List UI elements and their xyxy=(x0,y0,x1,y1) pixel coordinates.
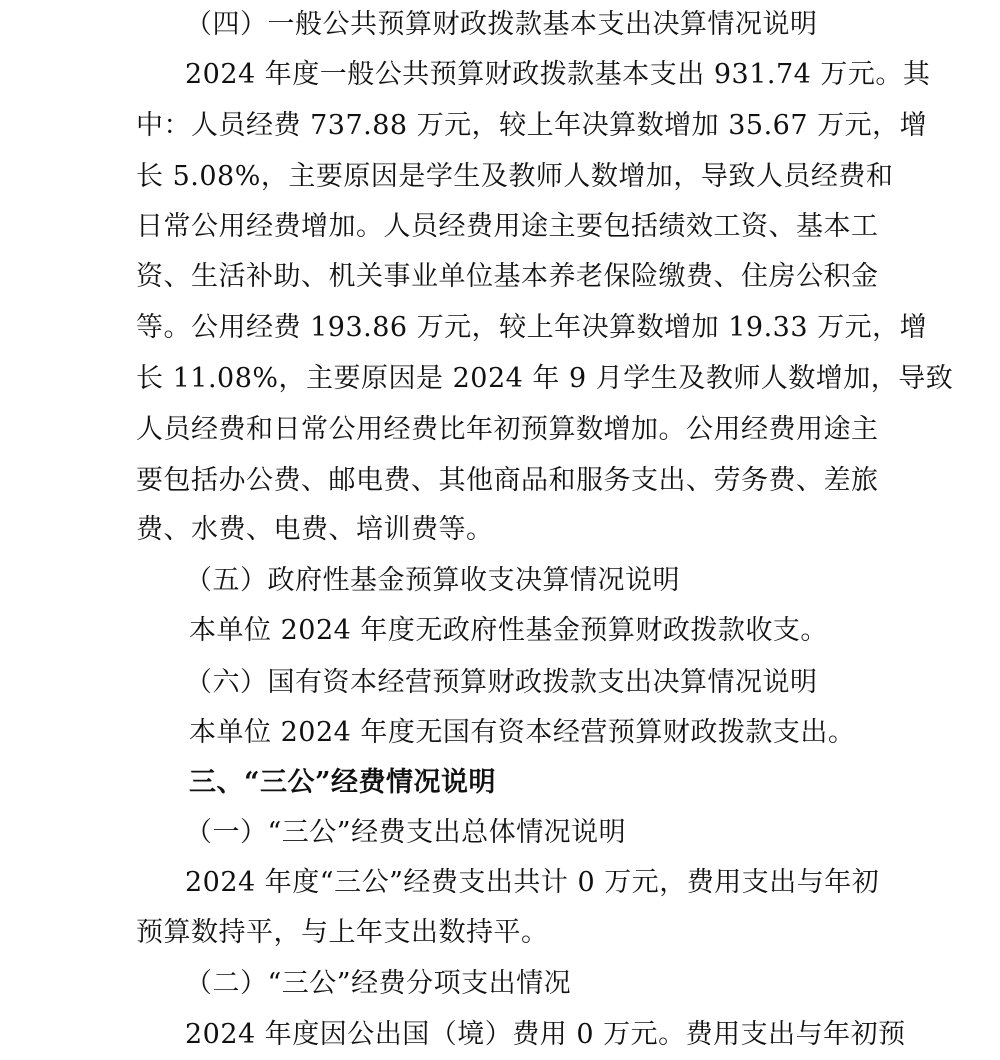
paragraph-line: 2024 年度因公出国（境）费用 0 万元。费用支出与年初预 xyxy=(185,1019,906,1050)
chapter-heading-three: 三、“三公”经费情况说明 xyxy=(189,767,497,798)
paragraph-line: 长 11.08%，主要原因是 2024 年 9 月学生及教师人数增加，导致 xyxy=(136,363,954,394)
section-heading-4: （四）一般公共预算财政拨款基本支出决算情况说明 xyxy=(185,9,818,40)
paragraph-line: 长 5.08%，主要原因是学生及教师人数增加，导致人员经费和 xyxy=(136,161,894,192)
paragraph-line: 等。公用经费 193.86 万元，较上年决算数增加 19.33 万元，增 xyxy=(136,312,928,343)
paragraph-line: 费、水费、电费、培训费等。 xyxy=(136,514,494,545)
paragraph-line: 2024 年度一般公共预算财政拨款基本支出 931.74 万元。其 xyxy=(185,59,931,90)
paragraph-line: 本单位 2024 年度无国有资本经营预算财政拨款支出。 xyxy=(189,717,856,748)
section-heading-6: （六）国有资本经营预算财政拨款支出决算情况说明 xyxy=(185,667,818,698)
paragraph-line: 中：人员经费 737.88 万元，较上年决算数增加 35.67 万元，增 xyxy=(136,110,928,141)
section-heading-2: （二）“三公”经费分项支出情况 xyxy=(185,968,572,999)
paragraph-line: 人员经费和日常公用经费比年初预算数增加。公用经费用途主 xyxy=(136,414,879,445)
section-heading-5: （五）政府性基金预算收支决算情况说明 xyxy=(185,565,680,596)
paragraph-line: 要包括办公费、邮电费、其他商品和服务支出、劳务费、差旅 xyxy=(136,465,879,496)
paragraph-line: 日常公用经费增加。人员经费用途主要包括绩效工资、基本工 xyxy=(136,211,879,242)
paragraph-line: 预算数持平，与上年支出数持平。 xyxy=(136,917,549,948)
paragraph-line: 本单位 2024 年度无政府性基金预算财政拨款收支。 xyxy=(189,615,828,646)
paragraph-line: 2024 年度“三公”经费支出共计 0 万元，费用支出与年初 xyxy=(185,867,880,898)
section-heading-1: （一）“三公”经费支出总体情况说明 xyxy=(185,817,627,848)
paragraph-line: 资、生活补助、机关事业单位基本养老保险缴费、住房公积金 xyxy=(136,261,879,292)
